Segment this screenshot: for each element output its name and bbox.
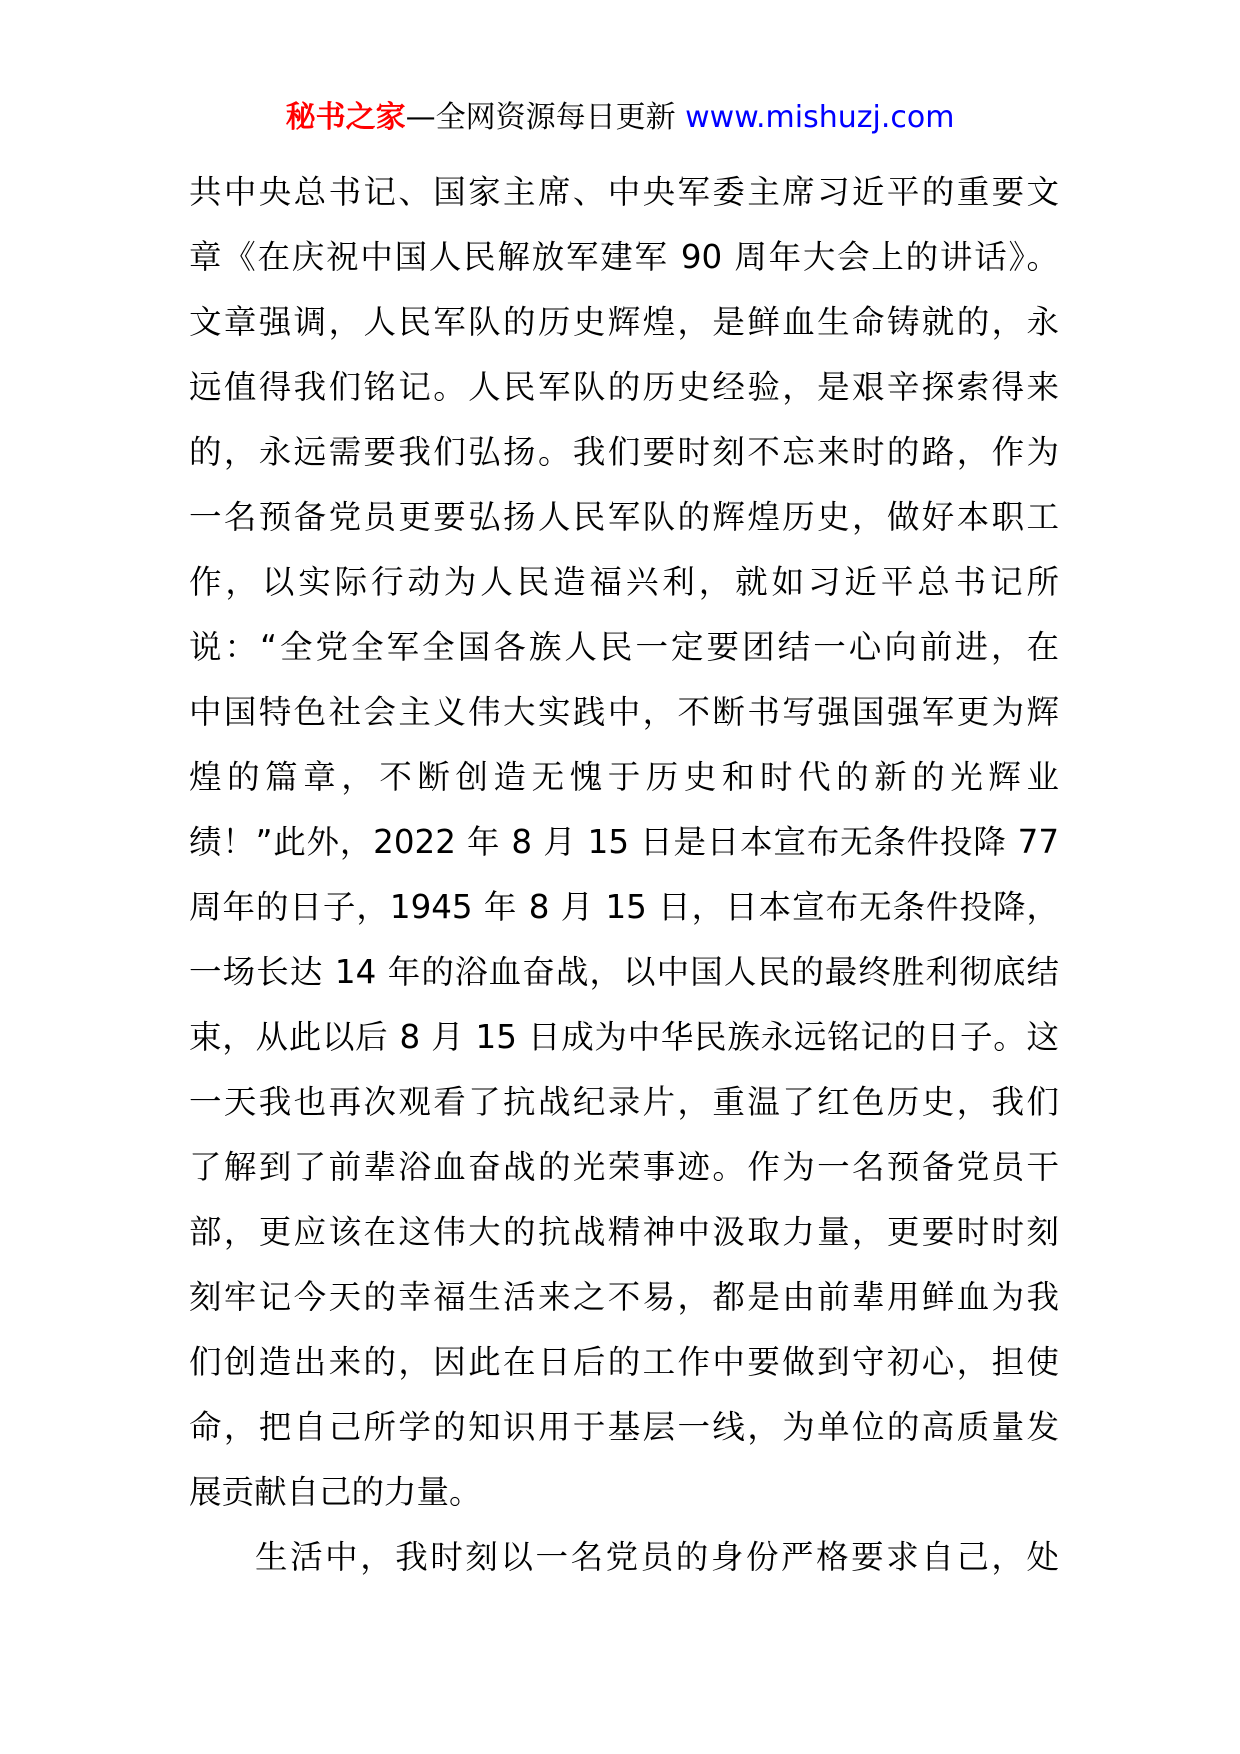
text-line: 远值得我们铭记。人民军队的历史经验，是艰辛探索得来: [189, 368, 1059, 406]
text-line: 一名预备党员更要弘扬人民军队的辉煌历史，做好本职工: [189, 498, 1059, 536]
document-body: [189, 160, 1059, 1590]
text-line: 中国特色社会主义伟大实践中，不断书写强国强军更为辉: [189, 693, 1059, 731]
text-line: 周年的日子，1945 年 8 月 15 日，日本宣布无条件投降，: [189, 888, 1059, 926]
text-line: 刻牢记今天的幸福生活来之不易，都是由前辈用鲜血为我: [189, 1278, 1059, 1316]
header-tagline: —全网资源每日更新: [405, 100, 676, 135]
text-line: 说：“全党全军全国各族人民一定要团结一心向前进，在: [189, 628, 1059, 666]
text-line: 的，永远需要我们弘扬。我们要时刻不忘来时的路，作为: [189, 433, 1059, 471]
text-line: 一天我也再次观看了抗战纪录片，重温了红色历史，我们: [189, 1083, 1059, 1121]
text-line: 作，以实际行动为人民造福兴利，就如习近平总书记所: [189, 563, 1059, 601]
text-line: 文章强调，人民军队的历史辉煌，是鲜血生命铸就的，永: [189, 303, 1059, 341]
text-line: 了解到了前辈浴血奋战的光荣事迹。作为一名预备党员干: [189, 1148, 1059, 1186]
paragraph-start-line: 生活中，我时刻以一名党员的身份严格要求自己，处: [255, 1538, 1059, 1576]
brand-name: 秘书之家: [285, 100, 406, 135]
text-line: 们创造出来的，因此在日后的工作中要做到守初心，担使: [189, 1343, 1059, 1381]
paragraph-end-line: 展贡献自己的力量。: [189, 1473, 482, 1511]
text-line: 部，更应该在这伟大的抗战精神中汲取力量，更要时时刻: [189, 1213, 1059, 1251]
text-line: 共中央总书记、国家主席、中央军委主席习近平的重要文: [189, 173, 1059, 211]
text-line: 煌的篇章，不断创造无愧于历史和时代的新的光辉业: [189, 758, 1059, 796]
text-line: 绩！”此外，2022 年 8 月 15 日是日本宣布无条件投降 77: [189, 823, 1059, 861]
text-line: 一场长达 14 年的浴血奋战，以中国人民的最终胜利彻底结: [189, 953, 1059, 991]
text-line: 章《在庆祝中国人民解放军建军 90 周年大会上的讲话》。: [189, 238, 1059, 276]
site-header: [0, 98, 1240, 138]
site-url-link[interactable]: www.mishuzj.com: [685, 100, 955, 135]
text-line: 束，从此以后 8 月 15 日成为中华民族永远铭记的日子。这: [189, 1018, 1059, 1056]
text-line: 命，把自己所学的知识用于基层一线，为单位的高质量发: [189, 1408, 1059, 1446]
